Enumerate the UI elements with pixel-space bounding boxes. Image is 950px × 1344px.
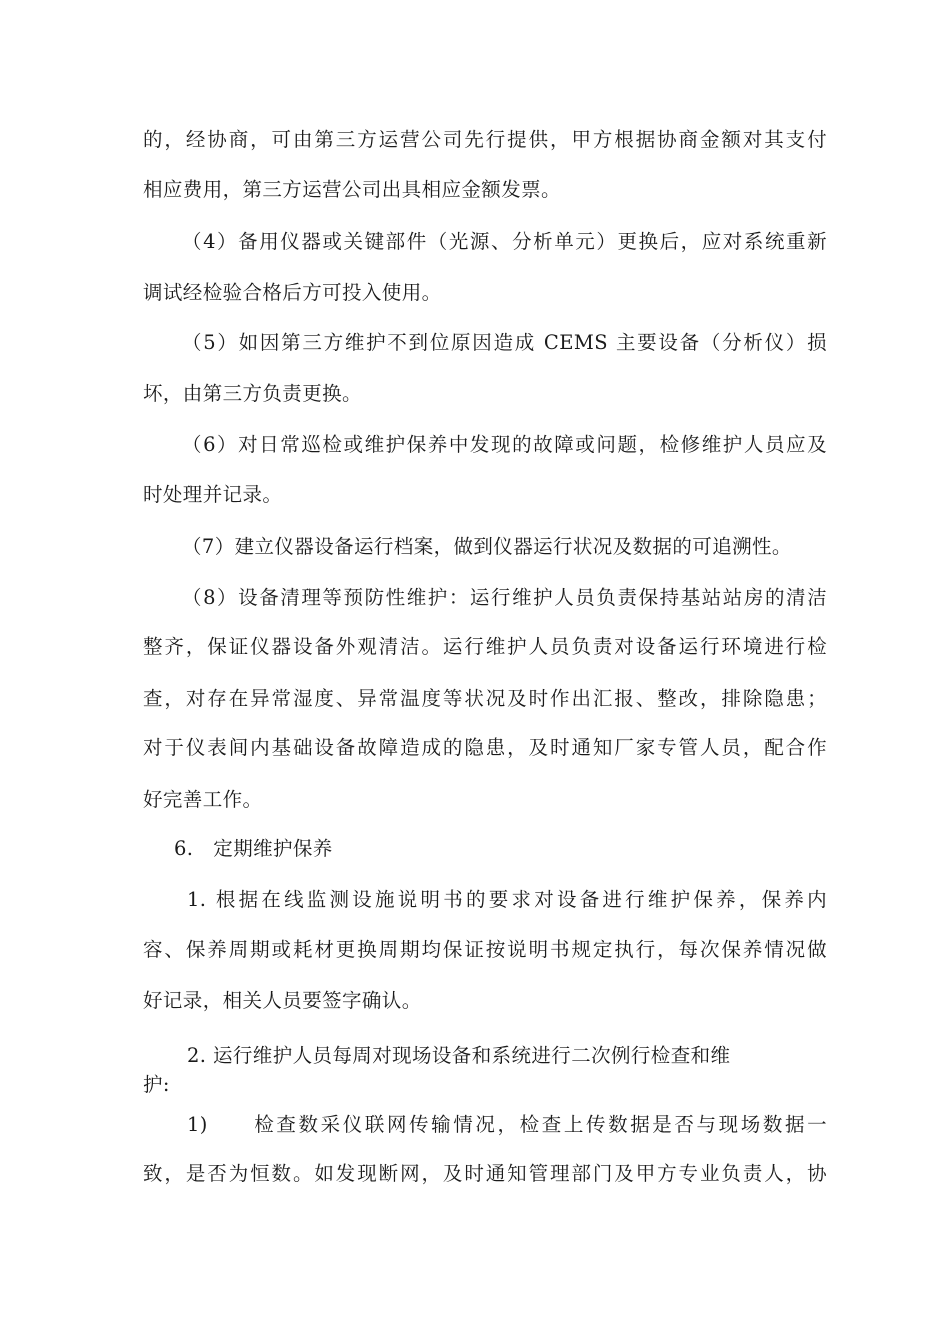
item-8-line-5: 好完善工作。 — [143, 788, 263, 811]
sub-item-1-line-1: 1) 检查数采仪联网传输情况，检查上传数据是否与现场数据一 — [187, 1113, 827, 1136]
paragraph-line-1: 的，经协商，可由第三方运营公司先行提供，甲方根据协商金额对其支付 — [143, 128, 827, 151]
list-1-line-1: 1. 根据在线监测设施说明书的要求对设备进行维护保养，保养内 — [187, 888, 827, 911]
list-2-line-1: 2. 运行维护人员每周对现场设备和系统进行二次例行检查和维 — [187, 1044, 731, 1067]
list-1-line-3: 好记录，相关人员要签字确认。 — [143, 989, 422, 1012]
item-8-line-4: 对于仪表间内基础设备故障造成的隐患，及时通知厂家专管人员，配合作 — [143, 736, 827, 759]
paragraph-line-2: 相应费用，第三方运营公司出具相应金额发票。 — [143, 178, 561, 201]
item-8-line-3: 查，对存在异常湿度、异常温度等状况及时作出汇报、整改，排除隐患； — [143, 687, 827, 710]
item-4-line-2: 调试经检验合格后方可投入使用。 — [143, 281, 442, 304]
section-heading-6: 6. 定期维护保养 — [174, 837, 333, 860]
list-2-line-2: 护: — [143, 1073, 170, 1096]
list-1-line-2: 容、保养周期或耗材更换周期均保证按说明书规定执行，每次保养情况做 — [143, 938, 827, 961]
item-8-line-1: （8）设备清理等预防性维护：运行维护人员负责保持基站站房的清洁 — [182, 586, 827, 609]
item-7-line-1: （7）建立仪器设备运行档案，做到仪器运行状况及数据的可追溯性。 — [182, 535, 792, 558]
item-6-line-1: （6）对日常巡检或维护保养中发现的故障或问题，检修维护人员应及 — [182, 433, 827, 456]
sub-item-1-line-2: 致，是否为恒数。如发现断网，及时通知管理部门及甲方专业负责人，协 — [143, 1162, 827, 1185]
item-8-line-2: 整齐，保证仪器设备外观清洁。运行维护人员负责对设备运行环境进行检 — [143, 635, 827, 658]
item-6-line-2: 时处理并记录。 — [143, 483, 283, 506]
item-4-line-1: （4）备用仪器或关键部件（光源、分析单元）更换后，应对系统重新 — [182, 230, 827, 253]
item-5-line-1: （5）如因第三方维护不到位原因造成 CEMS 主要设备（分析仪）损 — [182, 331, 827, 354]
item-5-line-2: 坏，由第三方负责更换。 — [143, 382, 362, 405]
